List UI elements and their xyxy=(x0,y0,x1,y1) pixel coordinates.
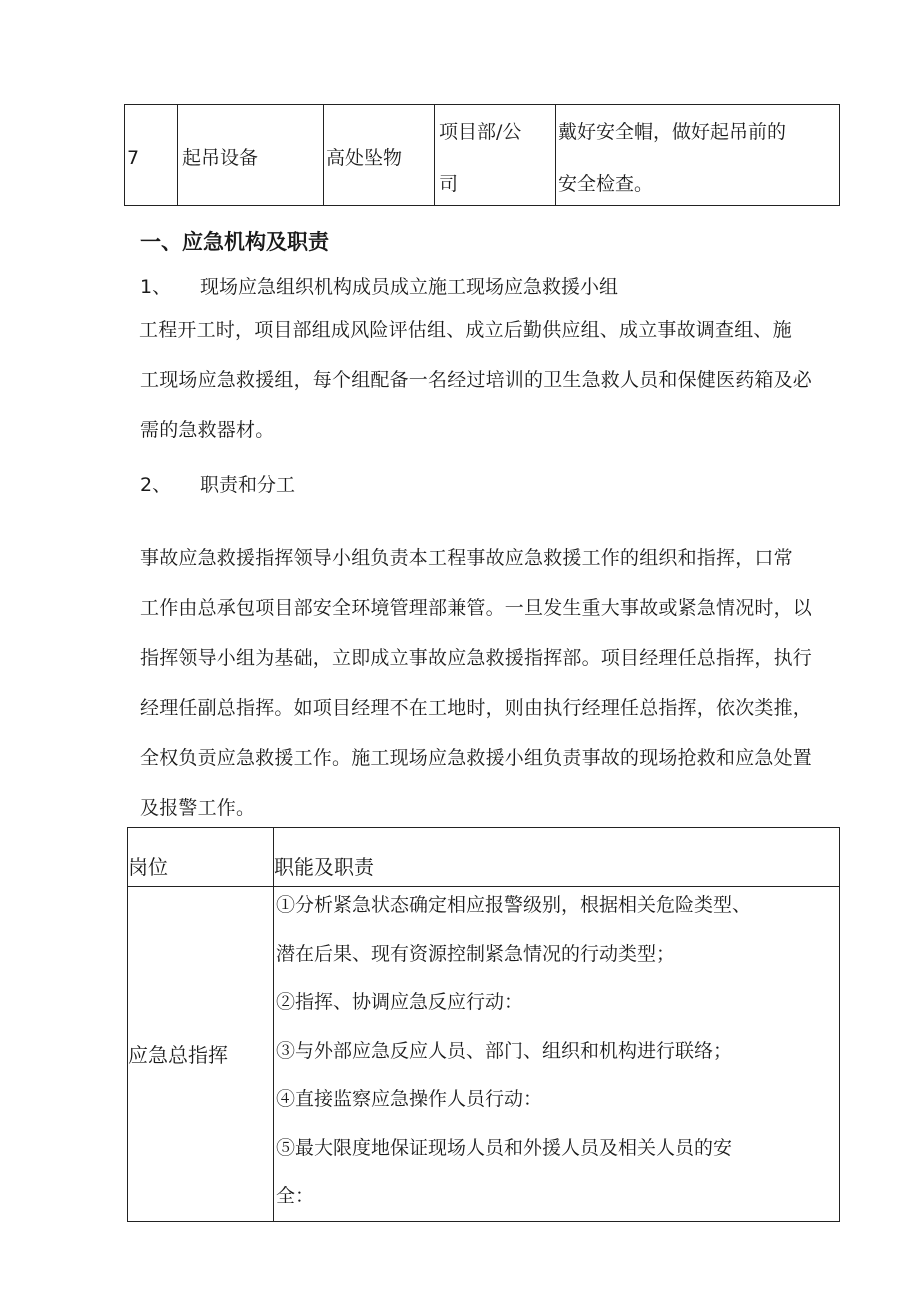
duties-cell xyxy=(274,887,840,1222)
risk-table xyxy=(124,104,840,206)
item2-body-line: 及报警工作。 xyxy=(140,797,256,819)
equipment-text: 起吊设备 xyxy=(182,147,259,169)
section-heading: 一、应急机构及职责 xyxy=(140,230,329,254)
measure-line-1: 戴好安全帽，做好起吊前的 xyxy=(558,121,787,143)
header-position-label: 岗位 xyxy=(128,855,168,879)
department-cell xyxy=(435,105,556,206)
row-number-cell xyxy=(125,105,178,206)
duty-line: ③与外部应急反应人员、部门、组织和机构进行联络； xyxy=(276,1039,733,1062)
item2-body-line: 工作由总承包项目部安全环境管理部兼管。一旦发生重大事故或紧急情况时，以 xyxy=(140,597,813,619)
table-header-row xyxy=(128,828,840,887)
equipment-cell xyxy=(178,105,324,206)
item1-body-line: 工程开工时，项目部组成风险评估组、成立后勤供应组、成立事故调查组、施 xyxy=(139,319,792,341)
duty-list xyxy=(274,881,839,1221)
table-row xyxy=(125,105,840,206)
header-duties xyxy=(274,828,840,887)
table-row xyxy=(128,887,840,1222)
duty-line: ④直接监察应急操作人员行动： xyxy=(276,1088,543,1110)
measure-cell xyxy=(556,105,840,206)
item2-body-line: 指挥领导小组为基础，立即成立事故应急救援指挥部。项目经理任总指挥，执行 xyxy=(140,647,813,669)
duty-line: ②指挥、协调应急反应行动： xyxy=(276,991,524,1013)
position-cell xyxy=(128,887,274,1222)
duty-table xyxy=(127,827,840,1222)
hazard-text: 高处坠物 xyxy=(326,147,403,169)
item2-number: 2、 xyxy=(140,474,172,496)
department-line-2: 司 xyxy=(439,173,459,195)
measure-line-2: 安全检查。 xyxy=(558,173,654,195)
duty-line: ⑤最大限度地保证现场人员和外援人员及相关人员的安 xyxy=(276,1136,733,1159)
item1-number: 1、 xyxy=(140,276,172,298)
item1-body xyxy=(140,305,812,455)
item2-body-line: 事故应急救援指挥领导小组负责本工程事故应急救援工作的组织和指挥，口常 xyxy=(140,547,793,569)
item2-body-line: 全权负贡应急救援工作。施工现场应急救援小组负责事故的现场抢救和应急处置 xyxy=(140,747,813,769)
item2-body-line: 经理任副总指挥。如项目经理不在工地时，则由执行经理任总指挥，依次类推， xyxy=(140,697,813,719)
item2-body xyxy=(140,533,812,833)
department-line-1: 项目部/公 xyxy=(439,121,522,143)
row-number: 7 xyxy=(127,147,140,169)
duty-line: 全： xyxy=(276,1185,315,1207)
item1-title: 现场应急组织机构成员成立施工现场应急救援小组 xyxy=(200,276,619,298)
header-position xyxy=(128,828,274,887)
duty-line: ①分析紧急状态确定相应报警级别，根据相关危险类型、 xyxy=(276,894,752,916)
position-label: 应急总指挥 xyxy=(128,1043,228,1068)
item2-title: 职责和分工 xyxy=(200,474,296,496)
header-duties-label: 职能及职责 xyxy=(274,855,374,879)
item1-body-line: 需的急救器材。 xyxy=(140,419,275,441)
hazard-cell xyxy=(324,105,435,206)
duty-line: 潜在后果、现有资源控制紧急情况的行动类型； xyxy=(276,942,676,965)
item1-body-line: 工现场应急救援组，每个组配备一名经过培训的卫生急救人员和保健医药箱及必 xyxy=(140,369,813,391)
